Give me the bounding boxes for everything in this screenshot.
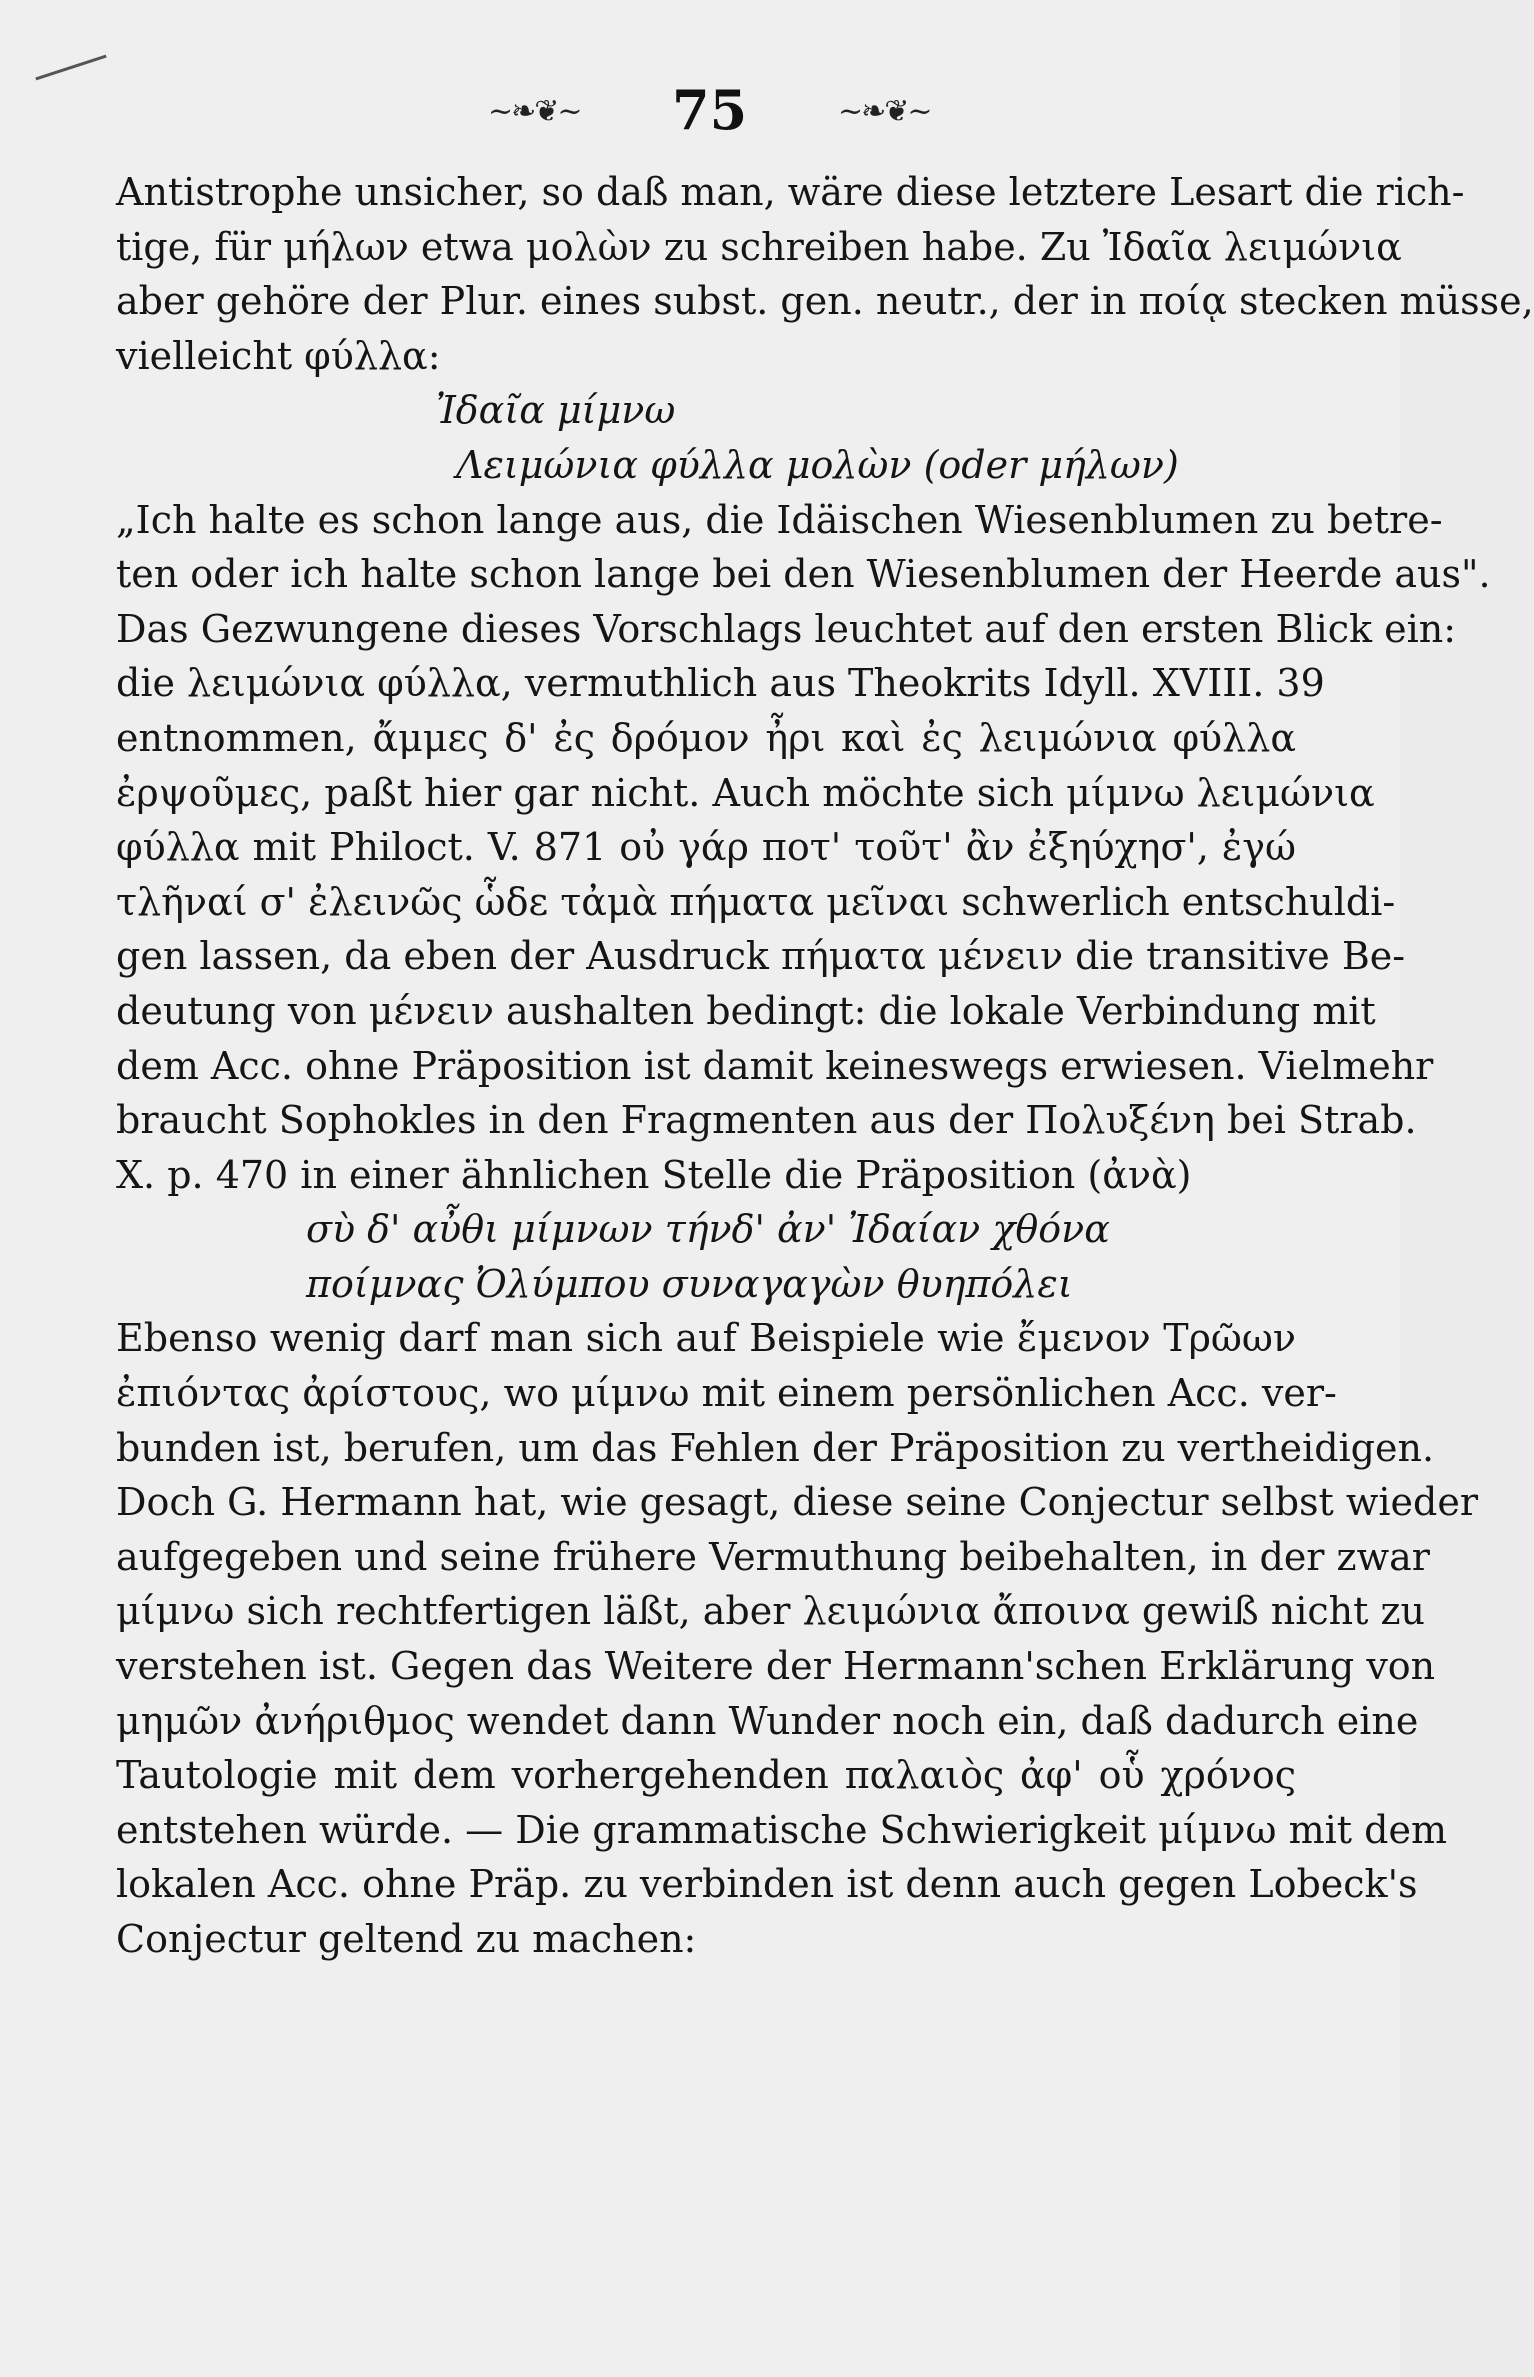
quote-line: σὺ δ' αὖθι μίμνων τήνδ' ἀν' Ἰδαίαν χθόνα (306, 1207, 1110, 1252)
text-line: Tautologie mit dem vorhergehenden παλαιὸς ἀφ' οὗ χρόνος (116, 1753, 1296, 1798)
text-line: φύλλα mit Philoct. V. 871 οὐ γάρ ποτ' τοῦτ' ἂν ἐξηύχησ', ἐγώ (116, 825, 1296, 870)
text-line: Doch G. Hermann hat, wie gesagt, diese seine Conjectur selbst wieder (116, 1480, 1479, 1525)
text-line: dem Acc. ohne Präposition ist damit keineswegs erwiesen. Vielmehr (116, 1043, 1434, 1088)
quote-line: Ἰδαῖα μίμνω (436, 388, 676, 433)
text-line: μίμνω sich rechtfertigen läßt, aber λειμώνια ἄποινα gewiß nicht zu (116, 1589, 1425, 1634)
margin-mark (35, 55, 106, 81)
text-line: μημῶν ἀνήριθμος wendet dann Wunder noch ein, daß dadurch eine (116, 1698, 1419, 1743)
text-line: tige, für μήλων etwa μολὼν zu schreiben habe. Zu Ἰδαῖα λειμώνια (116, 224, 1402, 269)
ornament-right-icon: ~❧❦~ (838, 94, 931, 129)
text-line: X. p. 470 in einer ähnlichen Stelle die Präposition (ἀνὰ) (116, 1152, 1192, 1197)
quote-line: Λειμώνια φύλλα μολὼν (oder μήλων) (456, 442, 1179, 487)
text-line: Das Gezwungene dieses Vorschlags leuchtet auf den ersten Blick ein: (116, 606, 1457, 651)
running-head (0, 78, 1400, 148)
text-line: entnommen, ἄμμες δ' ἐς δρόμον ἦρι καὶ ἐς λειμώνια φύλλα (116, 715, 1296, 760)
text-line: Antistrophe unsicher, so daß man, wäre diese letztere Lesart die rich- (116, 170, 1465, 214)
text-line: „Ich halte es schon lange aus, die Idäischen Wiesenblumen zu betre- (116, 497, 1443, 542)
text-line: verstehen ist. Gegen das Weitere der Hermann'schen Erklärung von (116, 1644, 1436, 1689)
ornament-left-icon: ~❧❦~ (488, 94, 581, 129)
text-line: τλῆναί σ' ἐλεινῶς ὧδε τἀμὰ πήματα μεῖναι schwerlich entschuldi- (116, 879, 1396, 924)
text-line: bunden ist, berufen, um das Fehlen der Präposition zu vertheidigen. (116, 1425, 1435, 1470)
text-line: ten oder ich halte schon lange bei den Wiesenblumen der Heerde aus". (116, 552, 1491, 597)
text-line: ἐπιόντας ἀρίστους, wo μίμνω mit einem persönlichen Acc. ver- (116, 1371, 1337, 1416)
text-line: gen lassen, da eben der Ausdruck πήματα μένειν die transitive Be- (116, 934, 1406, 979)
text-line: Conjectur geltend zu machen: (116, 1917, 697, 1961)
page-number: 75 (672, 78, 748, 142)
text-line: aber gehöre der Plur. eines subst. gen. neutr., der in ποίᾳ stecken müsse, (116, 279, 1534, 324)
text-line: deutung von μένειν aushalten bedingt: die lokale Verbindung mit (116, 988, 1376, 1033)
text-line: entstehen würde. — Die grammatische Schwierigkeit μίμνω mit dem (116, 1807, 1447, 1852)
quote-line: ποίμνας Ὀλύμπου συναγαγὼν θυηπόλει (306, 1261, 1073, 1306)
text-line: vielleicht φύλλα: (116, 333, 441, 378)
text-line: lokalen Acc. ohne Präp. zu verbinden ist denn auch gegen Lobeck's (116, 1862, 1418, 1907)
text-line: die λειμώνια φύλλα, vermuthlich aus Theokrits Idyll. XVIII. 39 (116, 661, 1325, 706)
text-line: braucht Sophokles in den Fragmenten aus der Πολυξένη bei Strab. (116, 1098, 1417, 1143)
body-text (116, 165, 1534, 1967)
text-line: Ebenso wenig darf man sich auf Beispiele wie ἔμενον Τρῶων (116, 1316, 1296, 1361)
text-line: aufgegeben und seine frühere Vermuthung beibehalten, in der zwar (116, 1534, 1430, 1579)
text-line: ἐρψοῦμες, paßt hier gar nicht. Auch möchte sich μίμνω λειμώνια (116, 770, 1375, 815)
